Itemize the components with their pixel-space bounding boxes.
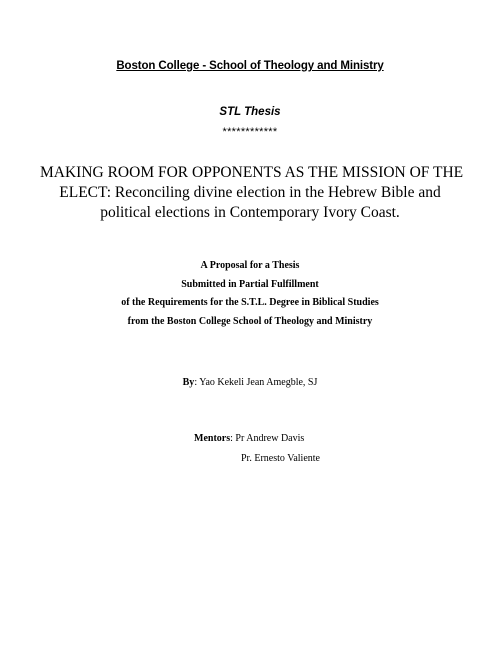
proposal-line-1: A Proposal for a Thesis [200,260,300,271]
thesis-type-label: STL Thesis [219,106,281,118]
proposal-line-4: from the Boston College School of Theology and Ministry [127,316,373,328]
mentor-second: Pr. Ernesto Valiente [241,453,320,464]
thesis-title-line-3: political elections in Contemporary Ivory Coast. [100,204,400,221]
separator-stars: ************ [222,126,278,138]
proposal-line-3: of the Requirements for the S.T.L. Degree in Biblical Studies [121,297,379,309]
mentors-line [194,433,304,444]
thesis-title [40,163,464,223]
mentor-first: : Pr Andrew Davis [230,433,305,444]
proposal-statement [0,257,500,332]
author-label: By [182,377,195,388]
thesis-title-line-1: MAKING ROOM FOR OPPONENTS AS THE MISSION OF THE [40,164,464,181]
thesis-title-line-2: ELECT: Reconciling divine election in the Hebrew Bible and [59,184,441,201]
author-name: : Yao Kekeli Jean Amegble, SJ [194,377,318,388]
mentors-label: Mentors [194,433,231,444]
institution-heading: Boston College - School of Theology and Ministry [116,60,384,72]
proposal-line-2: Submitted in Partial Fulfillment [181,278,319,290]
author-line [0,377,500,388]
